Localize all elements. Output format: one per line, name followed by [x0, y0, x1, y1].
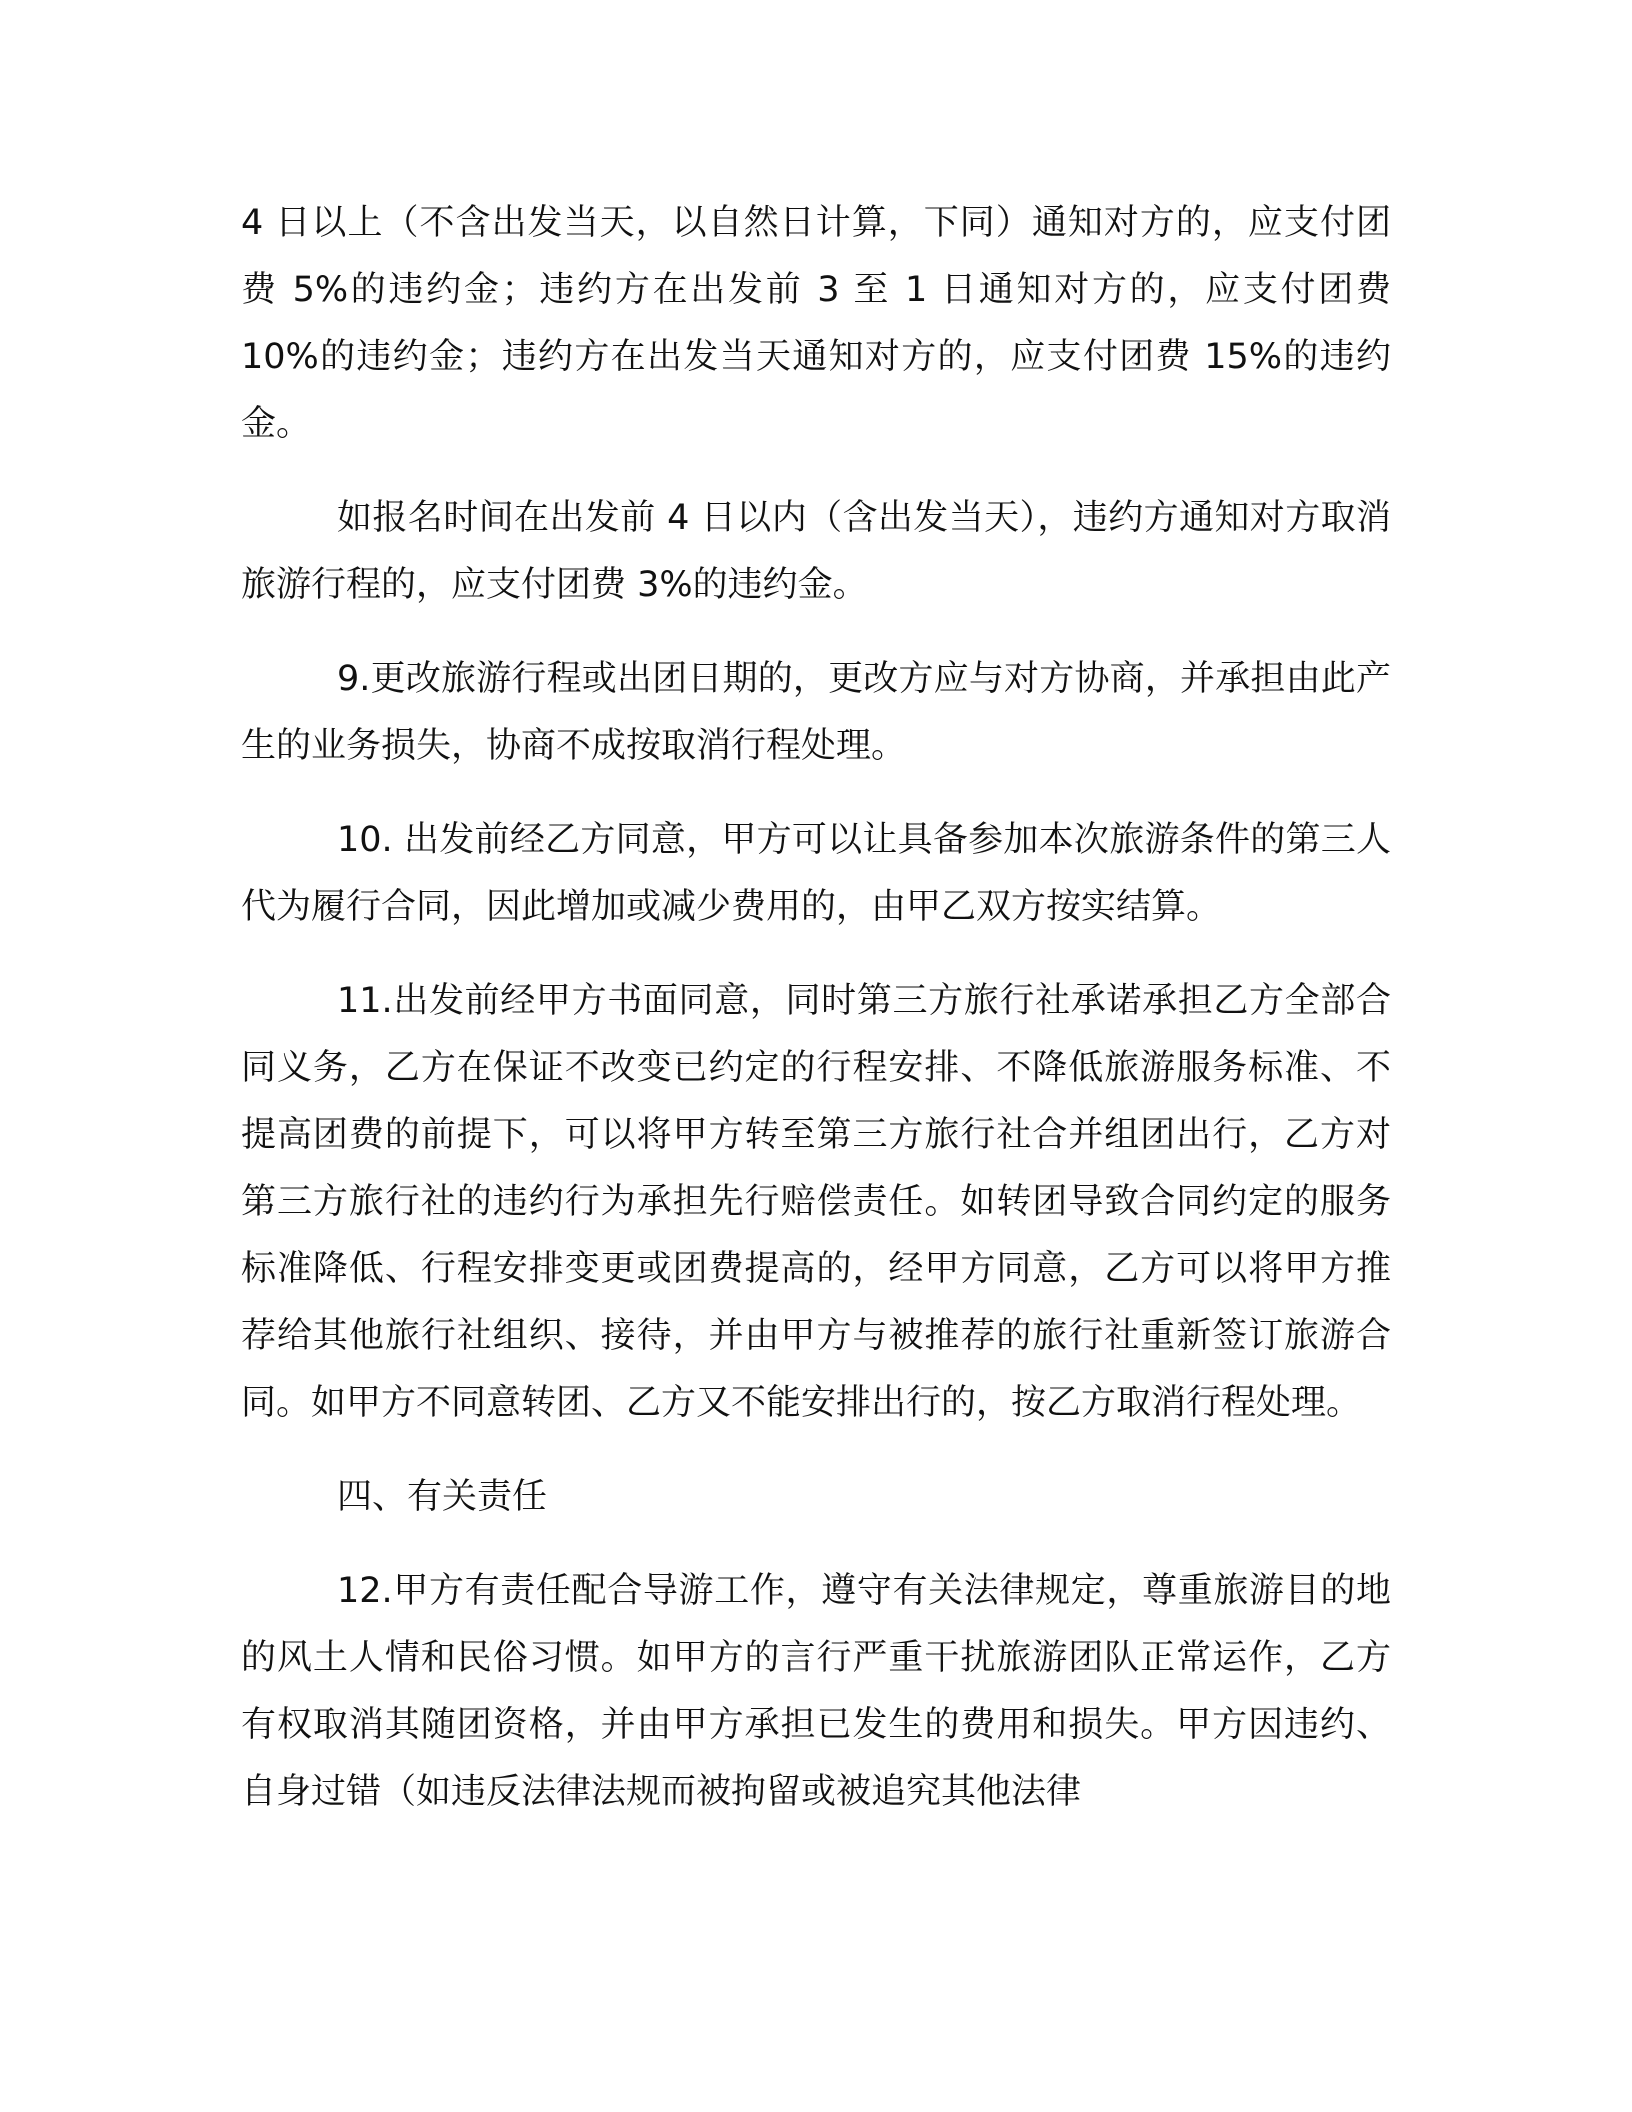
- paragraph-clause-9: 9.更改旅游行程或出团日期的，更改方应与对方协商，并承担由此产生的业务损失，协商不成按取消行程处理。: [241, 659, 1391, 766]
- section-heading-responsibilities: 四、有关责任: [337, 1477, 548, 1517]
- paragraph-late-registration: 如报名时间在出发前 4 日以内（含出发当天），违约方通知对方取消旅游行程的，应支付团费 3%的违约金。: [241, 498, 1391, 605]
- paragraph-penalty-4-days: 4 日以上（不含出发当天，以自然日计算，下同）通知对方的，应支付团费 5%的违约金；违约方在出发前 3 至 1 日通知对方的，应支付团费 10%的违约金；违约方在出发当天通知对方的，应支付团费 15%的违约金。: [241, 203, 1391, 444]
- document-page: [241, 190, 1391, 1826]
- paragraph-clause-10: 10. 出发前经乙方同意，甲方可以让具备参加本次旅游条件的第三人代为履行合同，因此增加或减少费用的，由甲乙双方按实结算。: [241, 820, 1391, 927]
- paragraph-clause-11: 11.出发前经甲方书面同意，同时第三方旅行社承诺承担乙方全部合同义务，乙方在保证不改变已约定的行程安排、不降低旅游服务标准、不提高团费的前提下，可以将甲方转至第三方旅行社合并组团出行，乙方对第三方旅行社的违约行为承担先行赔偿责任。如转团导致合同约定的服务标准降低、行程安排变更或团费提高的，经甲方同意，乙方可以将甲方推荐给其他旅行社组织、接待，并由甲方与被推荐的旅行社重新签订旅游合同。如甲方不同意转团、乙方又不能安排出行的，按乙方取消行程处理。: [241, 981, 1391, 1423]
- paragraph-clause-12: 12.甲方有责任配合导游工作，遵守有关法律规定，尊重旅游目的地的风土人情和民俗习惯。如甲方的言行严重干扰旅游团队正常运作，乙方有权取消其随团资格，并由甲方承担已发生的费用和损失。甲方因违约、自身过错（如违反法律法规而被拘留或被追究其他法律: [241, 1571, 1391, 1812]
